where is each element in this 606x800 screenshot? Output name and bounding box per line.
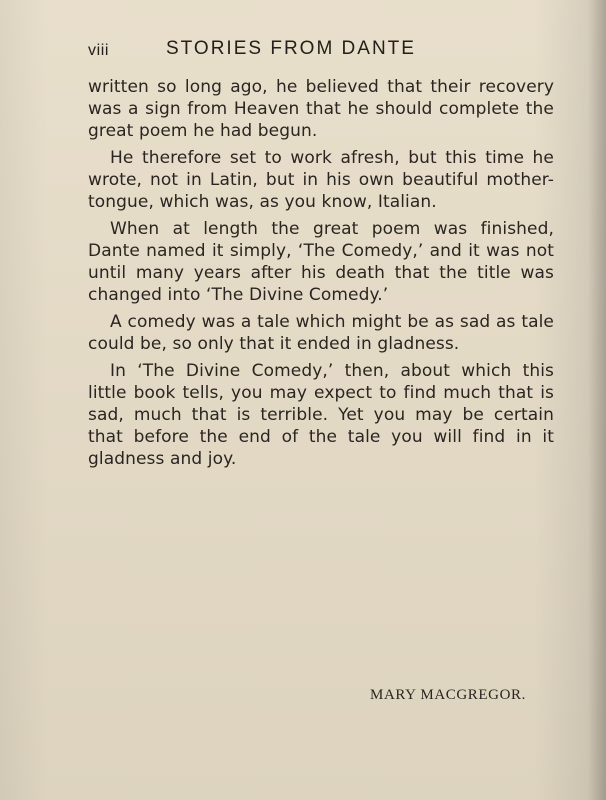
paragraph-comedy-title: When at length the great poem was finished, Dante named it simply, ‘The Comedy,’ and it was not until many years after his death that the title was changed into ‘The Divine Comedy.’: [88, 219, 554, 305]
paragraph-gladness-and-joy: In ‘The Divine Comedy,’ then, about which this little book tells, you may expect to find much that is sad, much that is terrible. Yet you may be certain that before the end of the tale you will find in it gladness and joy.: [88, 361, 554, 469]
running-head: STORIES FROM DANTE: [166, 38, 416, 59]
page-header: [88, 38, 538, 68]
paragraph-latin-italian: He therefore set to work afresh, but this time he wrote, not in Latin, but in his own beautiful mother-tongue, which was, as you know, Italian.: [88, 148, 554, 212]
page-content: [88, 76, 554, 703]
paragraph-comedy-definition: A comedy was a tale which might be as sad as tale could be, so only that it ended in gladness.: [88, 312, 554, 354]
page-number: viii: [88, 42, 110, 59]
signature-text: MARY MACGREGOR.: [370, 687, 526, 703]
paragraph-continuation: written so long ago, he believed that their recovery was a sign from Heaven that he should complete the great poem he had begun.: [88, 77, 554, 141]
author-signature: [88, 684, 554, 712]
